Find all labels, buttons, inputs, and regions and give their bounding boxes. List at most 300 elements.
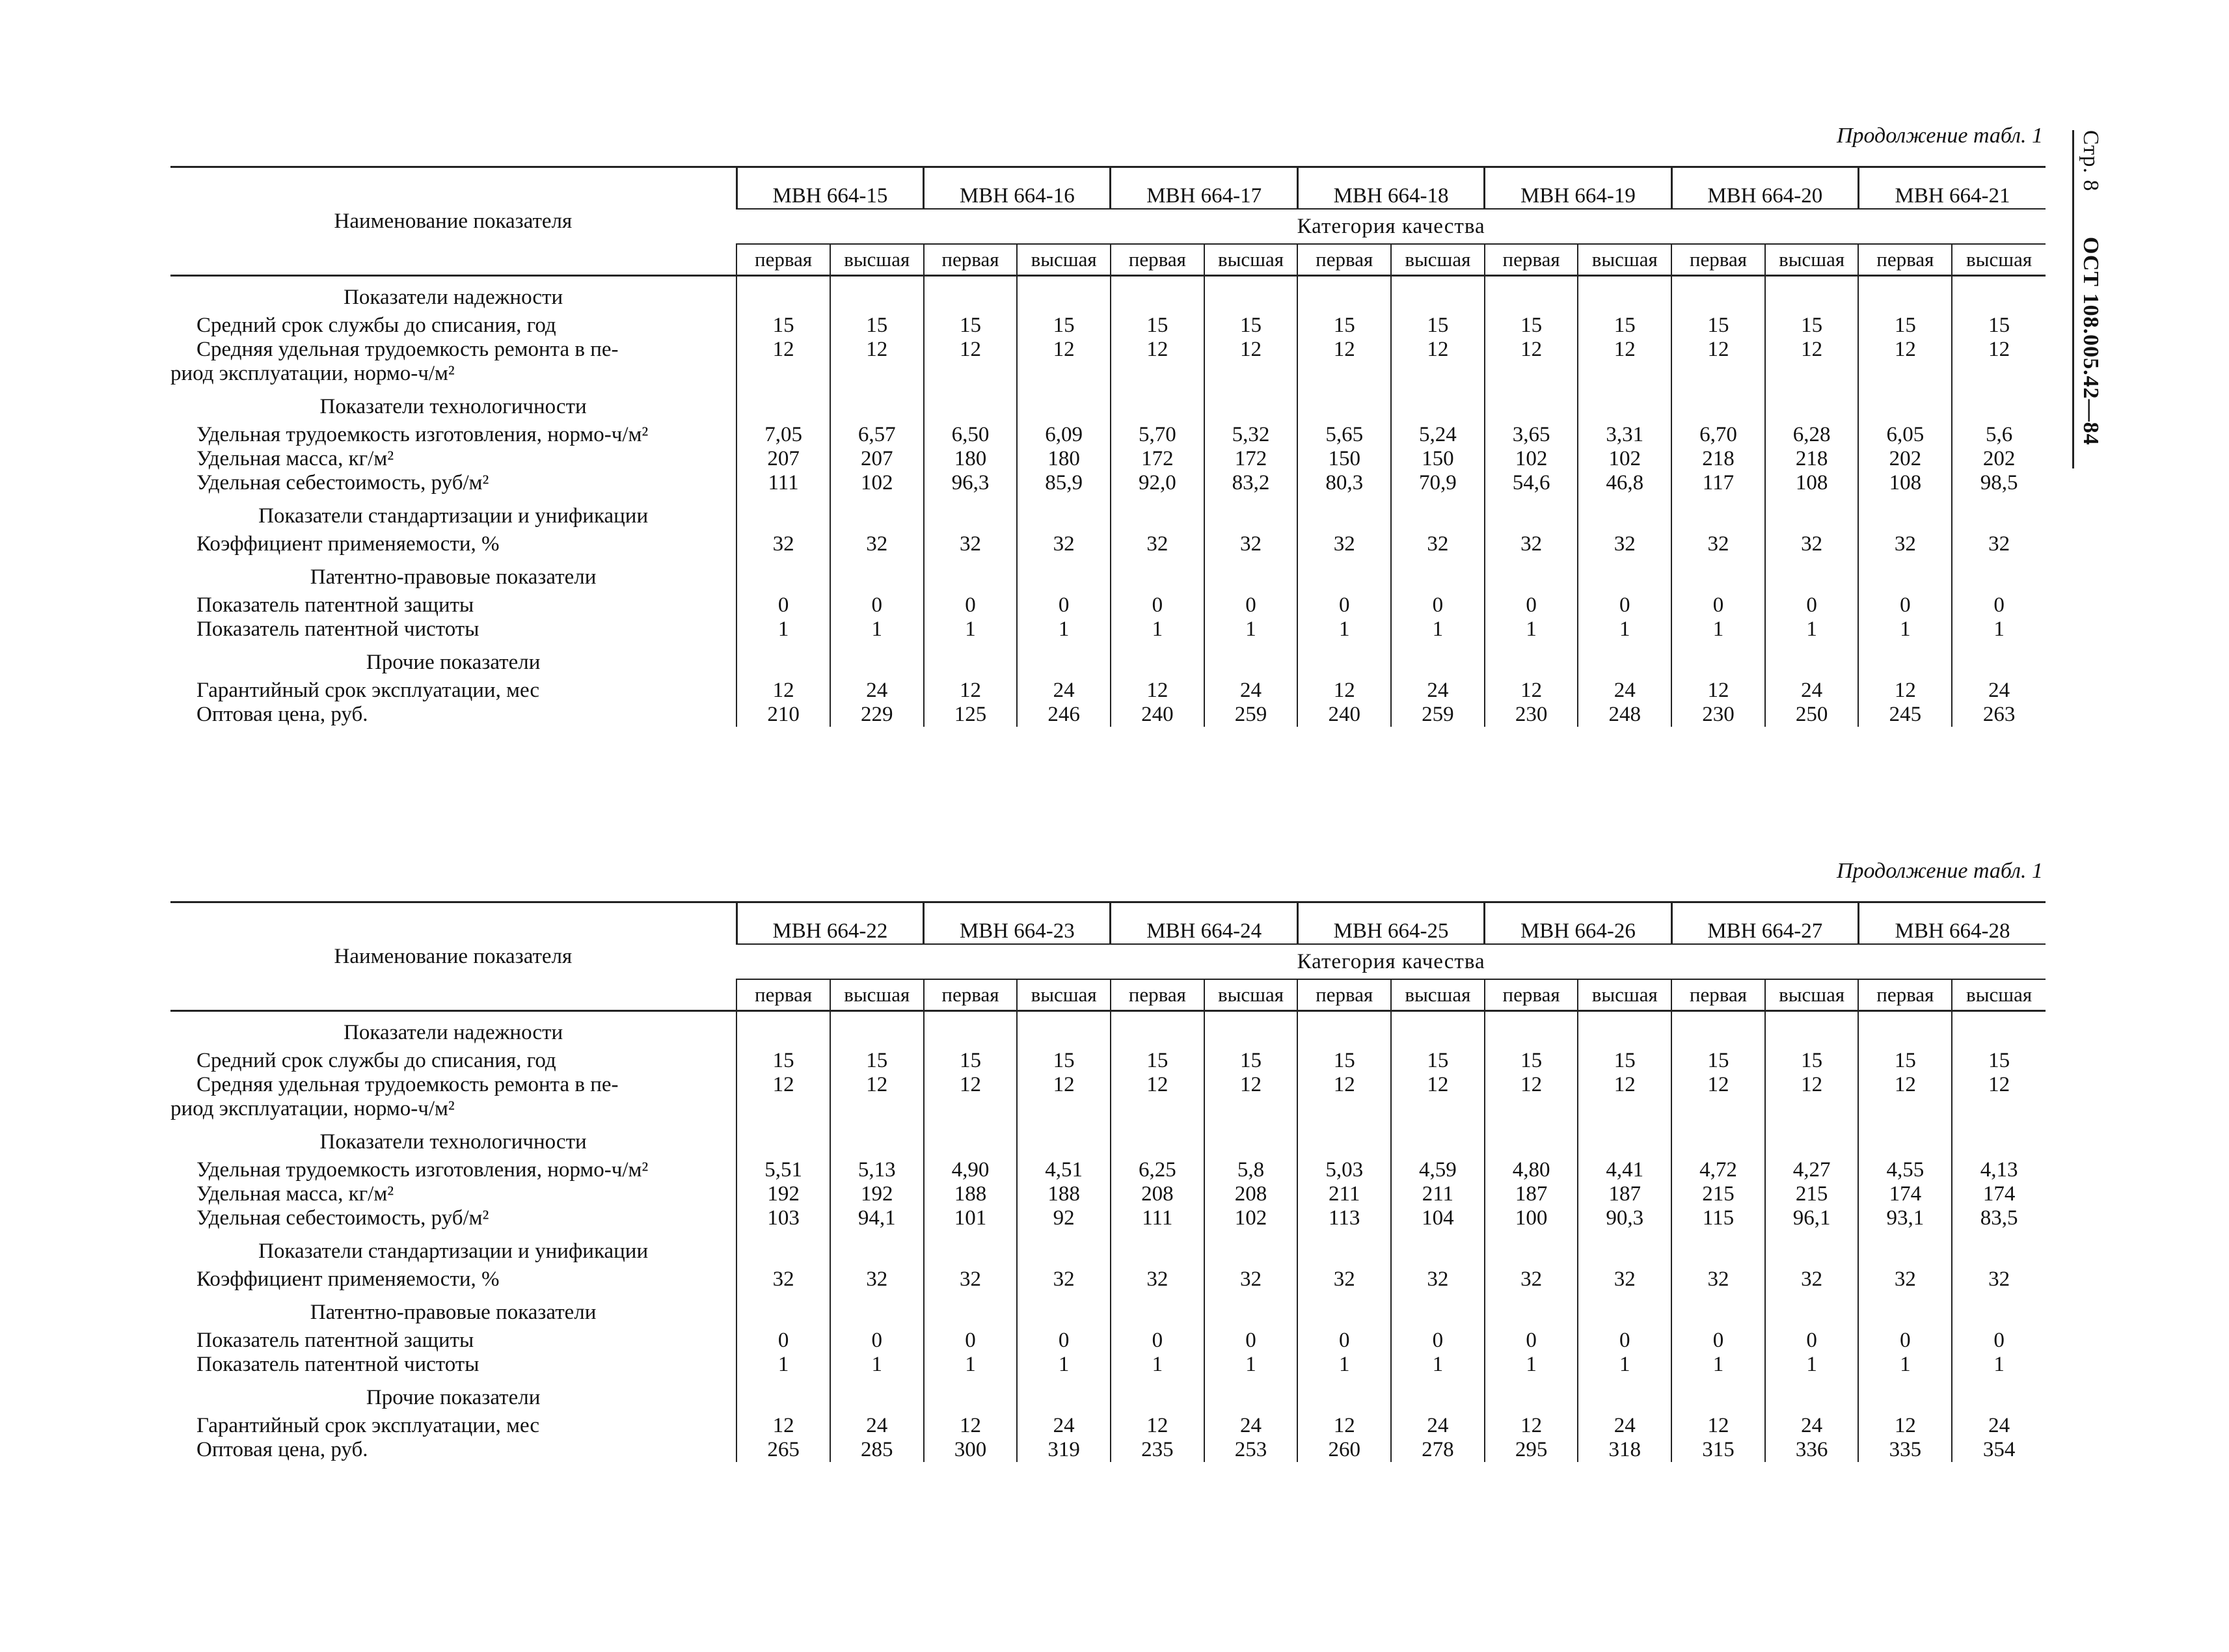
empty-cell [736,1377,830,1414]
value-cell: 12 [1671,1073,1765,1121]
empty-cell [1765,1121,1859,1158]
empty-cell [924,556,1018,593]
value-cell: 24 [1391,1414,1485,1438]
empty-cell [1858,1292,1952,1329]
quality-subheader: первая [1485,979,1578,1011]
empty-cell [1204,276,1298,314]
empty-cell [1485,1377,1578,1414]
data-table-1 [170,166,2046,727]
empty-cell [1671,642,1765,679]
value-cell: 245 [1858,703,1952,727]
empty-cell [1391,1377,1485,1414]
value-cell: 54,6 [1485,471,1578,495]
value-cell: 5,32 [1204,423,1298,447]
value-cell: 90,3 [1578,1206,1671,1230]
value-cell: 12 [1111,679,1204,703]
row-label [170,593,736,617]
empty-cell [1111,386,1204,423]
value-cell: 4,55 [1858,1158,1952,1182]
value-cell: 32 [1858,1267,1952,1292]
empty-cell [736,386,830,423]
value-cell: 0 [924,593,1018,617]
value-cell: 24 [1765,679,1859,703]
value-cell: 12 [736,679,830,703]
section-row [170,1121,2046,1158]
value-cell: 15 [1858,1049,1952,1073]
value-cell: 187 [1578,1182,1671,1206]
empty-cell [1204,1292,1298,1329]
value-cell: 12 [1111,1073,1204,1121]
value-cell: 0 [1671,1329,1765,1353]
model-header: МВН 664-25 [1297,902,1484,945]
table-row [170,338,2046,386]
header-models-row [170,167,2046,210]
empty-cell [1111,1230,1204,1267]
row-label-line: Средняя удельная трудоемкость ремонта в пе- [196,338,619,361]
empty-cell [1765,386,1859,423]
quality-subheader: высшая [1391,244,1485,276]
row-label [170,703,736,727]
table-row [170,1353,2046,1377]
empty-cell [1858,1121,1952,1158]
table-row [170,593,2046,617]
empty-cell [1017,1011,1111,1049]
empty-cell [1765,1011,1859,1049]
value-cell: 102 [1578,447,1671,471]
value-cell: 5,6 [1952,423,2046,447]
empty-cell [1204,1230,1298,1267]
value-cell: 6,05 [1858,423,1952,447]
row-label [170,617,736,642]
value-cell: 83,5 [1952,1206,2046,1230]
value-cell: 24 [1204,1414,1298,1438]
value-cell: 230 [1485,703,1578,727]
empty-cell [1952,1121,2046,1158]
empty-cell [1017,556,1111,593]
value-cell: 295 [1485,1438,1578,1462]
empty-cell [1111,1377,1204,1414]
empty-cell [1952,1011,2046,1049]
value-cell: 0 [1297,1329,1391,1353]
value-cell: 12 [1485,679,1578,703]
empty-cell [1765,276,1859,314]
model-header: МВН 664-23 [924,902,1111,945]
empty-cell [1204,1121,1298,1158]
value-cell: 12 [830,1073,924,1121]
empty-cell [1858,1011,1952,1049]
value-cell: 1 [1204,1353,1298,1377]
value-cell: 24 [1204,679,1298,703]
empty-cell [1765,495,1859,532]
section-title: Показатели технологичности [319,1130,587,1154]
value-cell: 208 [1204,1182,1298,1206]
value-cell: 250 [1765,703,1859,727]
quality-subheader: первая [1858,979,1952,1011]
model-header: МВН 664-19 [1485,167,1671,210]
empty-cell [1671,1011,1765,1049]
empty-cell [1671,1292,1765,1329]
row-label [170,1206,736,1230]
value-cell: 240 [1297,703,1391,727]
empty-cell [736,1230,830,1267]
empty-cell [1485,556,1578,593]
empty-cell [1297,1121,1391,1158]
value-cell: 0 [1111,1329,1204,1353]
empty-cell [1391,556,1485,593]
quality-subheader: высшая [1578,979,1671,1011]
value-cell: 12 [1017,338,1111,386]
value-cell: 32 [736,532,830,556]
value-cell: 46,8 [1578,471,1671,495]
value-cell: 12 [1671,1414,1765,1438]
value-cell: 111 [736,471,830,495]
value-cell: 1 [1578,1353,1671,1377]
value-cell: 12 [1297,338,1391,386]
value-cell: 32 [1297,532,1391,556]
value-cell: 4,13 [1952,1158,2046,1182]
empty-cell [1297,1230,1391,1267]
empty-cell [1485,495,1578,532]
value-cell: 32 [1578,532,1671,556]
value-cell: 12 [924,1414,1018,1438]
value-cell: 101 [924,1206,1018,1230]
empty-cell [1391,1121,1485,1158]
value-cell: 215 [1765,1182,1859,1206]
value-cell: 4,27 [1765,1158,1859,1182]
empty-cell [1111,1011,1204,1049]
quality-subheader: высшая [1204,244,1298,276]
quality-subheader: первая [1485,244,1578,276]
value-cell: 336 [1765,1438,1859,1462]
table-row [170,314,2046,338]
row-label-line: Удельная масса, кг/м² [196,1182,394,1206]
value-cell: 24 [830,1414,924,1438]
value-cell: 207 [830,447,924,471]
value-cell: 15 [1391,314,1485,338]
value-cell: 0 [1204,1329,1298,1353]
value-cell: 32 [924,532,1018,556]
empty-cell [1017,1230,1111,1267]
empty-cell [1485,1121,1578,1158]
value-cell: 4,72 [1671,1158,1765,1182]
table-row [170,423,2046,447]
row-label-line: риод эксплуатации, нормо-ч/м² [170,362,455,385]
value-cell: 24 [1391,679,1485,703]
table-row [170,617,2046,642]
value-cell: 4,51 [1017,1158,1111,1182]
value-cell: 32 [1952,1267,2046,1292]
value-cell: 12 [1858,1414,1952,1438]
row-label-line: Коэффициент применяемости, % [196,532,500,556]
value-cell: 98,5 [1952,471,2046,495]
empty-cell [1671,386,1765,423]
doc-code: ОСТ 108.005.42—84 [2079,237,2103,446]
value-cell: 15 [1297,1049,1391,1073]
row-label-line: Удельная масса, кг/м² [196,447,394,470]
value-cell: 32 [1485,532,1578,556]
value-cell: 24 [1578,679,1671,703]
empty-cell [1204,642,1298,679]
empty-cell [736,556,830,593]
empty-cell [1485,1292,1578,1329]
header-name-cell: Наименование показателя [170,167,736,276]
row-label [170,1438,736,1462]
value-cell: 15 [1485,1049,1578,1073]
empty-cell [1111,276,1204,314]
value-cell: 259 [1391,703,1485,727]
quality-subheader: высшая [1017,244,1111,276]
row-label-line: Показатель патентной защиты [196,1329,474,1352]
value-cell: 94,1 [830,1206,924,1230]
section-row [170,495,2046,532]
quality-subheader: первая [1671,979,1765,1011]
value-cell: 1 [1765,1353,1859,1377]
value-cell: 211 [1391,1182,1485,1206]
empty-cell [1391,386,1485,423]
value-cell: 1 [736,617,830,642]
row-label-line: Показатель патентной чистоты [196,1353,480,1376]
continuation-label-1: Продолжение табл. 1 [1836,124,2043,148]
value-cell: 32 [1952,532,2046,556]
empty-cell [1952,1230,2046,1267]
empty-cell [830,1377,924,1414]
quality-subheader: высшая [830,244,924,276]
value-cell: 15 [1952,1049,2046,1073]
empty-cell [1111,642,1204,679]
doc-header-vertical [2078,130,2103,446]
value-cell: 117 [1671,471,1765,495]
empty-cell [1297,495,1391,532]
empty-cell [1391,1011,1485,1049]
value-cell: 0 [1765,1329,1859,1353]
table-row [170,532,2046,556]
row-label-line: риод эксплуатации, нормо-ч/м² [170,1097,455,1120]
section-row [170,1377,2046,1414]
value-cell: 12 [1858,1073,1952,1121]
value-cell: 0 [1204,593,1298,617]
empty-cell [1952,495,2046,532]
value-cell: 263 [1952,703,2046,727]
value-cell: 1 [1858,617,1952,642]
value-cell: 12 [1858,338,1952,386]
value-cell: 6,57 [830,423,924,447]
empty-cell [830,495,924,532]
value-cell: 1 [736,1353,830,1377]
value-cell: 12 [1485,1414,1578,1438]
row-label [170,314,736,338]
empty-cell [1578,386,1671,423]
value-cell: 229 [830,703,924,727]
section-title: Патентно-правовые показатели [310,1301,597,1324]
value-cell: 15 [1204,1049,1298,1073]
value-cell: 172 [1111,447,1204,471]
section-title: Показатели технологичности [319,395,587,418]
value-cell: 32 [1297,1267,1391,1292]
value-cell: 32 [1858,532,1952,556]
value-cell: 1 [830,1353,924,1377]
row-label-line: Удельная трудоемкость изготовления, нормо-ч/м² [196,1158,649,1182]
empty-cell [1952,1377,2046,1414]
empty-cell [924,1230,1018,1267]
value-cell: 85,9 [1017,471,1111,495]
section-row [170,1011,2046,1049]
value-cell: 0 [1578,593,1671,617]
value-cell: 1 [1952,617,2046,642]
value-cell: 174 [1858,1182,1952,1206]
value-cell: 1 [1485,617,1578,642]
value-cell: 207 [736,447,830,471]
section-row [170,556,2046,593]
row-label-line: Показатель патентной защиты [196,593,474,617]
row-label-line: Средняя удельная трудоемкость ремонта в пе- [196,1073,619,1096]
value-cell: 12 [1111,1414,1204,1438]
value-cell: 1 [1671,1353,1765,1377]
quality-subheader: высшая [1017,979,1111,1011]
empty-cell [1671,556,1765,593]
empty-cell [1017,386,1111,423]
value-cell: 15 [830,1049,924,1073]
value-cell: 15 [1671,1049,1765,1073]
value-cell: 208 [1111,1182,1204,1206]
empty-cell [1485,1011,1578,1049]
empty-cell [1578,1121,1671,1158]
value-cell: 104 [1391,1206,1485,1230]
value-cell: 0 [1858,593,1952,617]
row-label [170,1353,736,1377]
model-header: МВН 664-26 [1485,902,1671,945]
empty-cell [1204,556,1298,593]
value-cell: 15 [924,314,1018,338]
value-cell: 1 [1952,1353,2046,1377]
category-header: Категория качества [736,944,2046,979]
empty-cell [736,1292,830,1329]
row-label-line: Оптовая цена, руб. [196,1438,368,1461]
value-cell: 172 [1204,447,1298,471]
empty-cell [1297,1377,1391,1414]
empty-cell [1017,1121,1111,1158]
empty-cell [924,386,1018,423]
row-label [170,447,736,471]
value-cell: 102 [1204,1206,1298,1230]
quality-subheader: высшая [1391,979,1485,1011]
empty-cell [1111,1121,1204,1158]
value-cell: 1 [1017,1353,1111,1377]
value-cell: 12 [1578,1073,1671,1121]
value-cell: 12 [1858,679,1952,703]
empty-cell [736,642,830,679]
quality-subheader: первая [736,244,830,276]
value-cell: 180 [924,447,1018,471]
value-cell: 108 [1765,471,1859,495]
value-cell: 150 [1391,447,1485,471]
empty-cell [1765,1292,1859,1329]
value-cell: 12 [924,338,1018,386]
value-cell: 12 [736,338,830,386]
empty-cell [1765,556,1859,593]
value-cell: 12 [1204,1073,1298,1121]
row-label-line: Средний срок службы до списания, год [196,1049,556,1072]
value-cell: 260 [1297,1438,1391,1462]
row-label-line: Удельная себестоимость, руб/м² [196,471,489,494]
value-cell: 32 [1765,532,1859,556]
value-cell: 12 [1765,338,1859,386]
value-cell: 4,59 [1391,1158,1485,1182]
empty-cell [1017,1292,1111,1329]
value-cell: 0 [830,1329,924,1353]
value-cell: 1 [1578,617,1671,642]
value-cell: 12 [1297,1073,1391,1121]
row-label [170,1267,736,1292]
value-cell: 5,03 [1297,1158,1391,1182]
empty-cell [1111,556,1204,593]
value-cell: 103 [736,1206,830,1230]
empty-cell [1858,642,1952,679]
value-cell: 0 [1952,593,2046,617]
value-cell: 5,70 [1111,423,1204,447]
value-cell: 115 [1671,1206,1765,1230]
value-cell: 230 [1671,703,1765,727]
row-label [170,1329,736,1353]
empty-cell [1671,276,1765,314]
empty-cell [1297,642,1391,679]
value-cell: 12 [1765,1073,1859,1121]
table-row [170,1438,2046,1462]
value-cell: 12 [1297,1414,1391,1438]
value-cell: 15 [1111,314,1204,338]
empty-cell [830,1011,924,1049]
value-cell: 102 [1485,447,1578,471]
value-cell: 96,3 [924,471,1018,495]
value-cell: 0 [1671,593,1765,617]
row-label-line: Гарантийный срок эксплуатации, мес [196,679,540,702]
empty-cell [924,1011,1018,1049]
section-title: Прочие показатели [366,1386,541,1409]
value-cell: 1 [1297,1353,1391,1377]
value-cell: 24 [1578,1414,1671,1438]
value-cell: 15 [830,314,924,338]
section-row [170,276,2046,314]
value-cell: 3,31 [1578,423,1671,447]
value-cell: 0 [924,1329,1018,1353]
header-models-row [170,902,2046,945]
value-cell: 1 [830,617,924,642]
value-cell: 0 [830,593,924,617]
value-cell: 32 [1017,1267,1111,1292]
value-cell: 6,28 [1765,423,1859,447]
empty-cell [1578,1011,1671,1049]
value-cell: 32 [1578,1267,1671,1292]
empty-cell [1111,495,1204,532]
section-title: Показатели стандартизации и унификации [258,1239,649,1263]
row-label-line: Гарантийный срок эксплуатации, мес [196,1414,540,1437]
value-cell: 180 [1017,447,1111,471]
value-cell: 32 [1391,532,1485,556]
empty-cell [1391,1230,1485,1267]
empty-cell [1765,642,1859,679]
empty-cell [1391,1292,1485,1329]
value-cell: 32 [736,1267,830,1292]
value-cell: 24 [1017,679,1111,703]
model-header: МВН 664-28 [1858,902,2046,945]
value-cell: 202 [1858,447,1952,471]
table-row [170,1049,2046,1073]
value-cell: 253 [1204,1438,1298,1462]
section-title: Показатели стандартизации и унификации [258,504,649,528]
empty-cell [1111,1292,1204,1329]
empty-cell [1671,495,1765,532]
row-label-line: Средний срок службы до списания, год [196,314,556,337]
value-cell: 24 [1952,679,2046,703]
